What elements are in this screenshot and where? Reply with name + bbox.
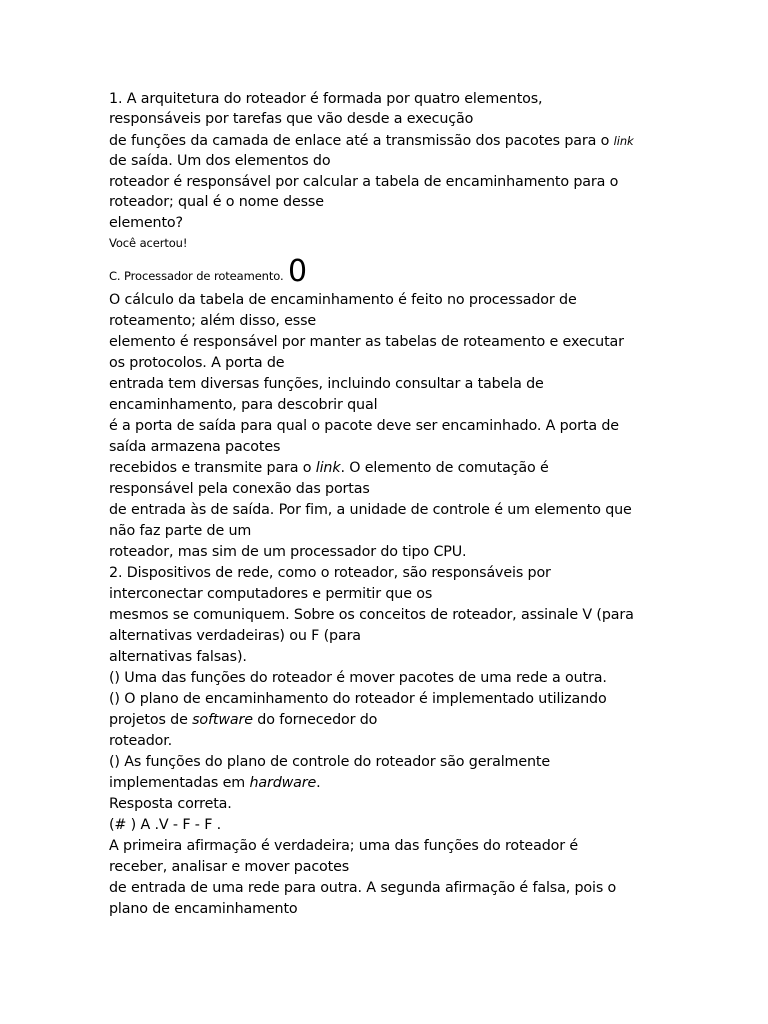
q2-text: projetos de bbox=[109, 712, 193, 728]
q2-option: () Uma das funções do roteador é mover pacotes de uma rede a outra. bbox=[109, 670, 607, 686]
q1-text: de funções da camada de enlace até a transmissão dos pacotes para o bbox=[109, 133, 614, 149]
explanation-line: os protocolos. A porta de bbox=[109, 355, 285, 371]
explanation-line: saída armazena pacotes bbox=[109, 439, 281, 455]
q2-text: implementadas em bbox=[109, 775, 250, 791]
q2-explanation-line: plano de encaminhamento bbox=[109, 901, 298, 917]
q2-line: interconectar computadores e permitir que os bbox=[109, 586, 433, 602]
explanation-text: recebidos e transmite para o bbox=[109, 460, 316, 476]
q2-italic-hardware: hardware bbox=[249, 775, 317, 791]
q2-italic-software: software bbox=[192, 712, 253, 728]
q2-explanation-line: de entrada de uma rede para outra. A segunda afirmação é falsa, pois o bbox=[109, 880, 617, 896]
q2-option: () O plano de encaminhamento do roteador é implementado utilizando bbox=[109, 691, 607, 707]
q2-text: . bbox=[316, 775, 321, 791]
answer-text: C. Processador de roteamento. bbox=[109, 269, 284, 283]
q1-line: roteador; qual é o nome desse bbox=[109, 194, 324, 210]
explanation-line: responsável pela conexão das portas bbox=[109, 481, 370, 497]
q1-line bbox=[109, 131, 634, 151]
explanation-line: é a porta de saída para qual o pacote deve ser encaminhado. A porta de bbox=[109, 418, 619, 434]
answer-line bbox=[109, 254, 307, 291]
q2-explanation-line: receber, analisar e mover pacotes bbox=[109, 859, 350, 875]
q1-line: 1. A arquitetura do roteador é formada por quatro elementos, bbox=[109, 91, 543, 107]
correct-answer-label: Resposta correta. bbox=[109, 796, 232, 812]
explanation-line: elemento é responsável por manter as tabelas de roteamento e executar bbox=[109, 334, 624, 350]
feedback-text: Você acertou! bbox=[109, 236, 188, 250]
explanation-line: entrada tem diversas funções, incluindo consultar a tabela de bbox=[109, 376, 544, 392]
q2-line: alternativas falsas). bbox=[109, 649, 247, 665]
correct-answer-value: (# ) A .V - F - F . bbox=[109, 817, 222, 833]
q1-italic-link: link bbox=[613, 134, 634, 148]
q2-explanation-line: A primeira afirmação é verdadeira; uma das funções do roteador é bbox=[109, 838, 578, 854]
q2-option: () As funções do plano de controle do roteador são geralmente bbox=[109, 754, 550, 770]
explanation-line: roteador, mas sim de um processador do tipo CPU. bbox=[109, 544, 467, 560]
q2-line: alternativas verdadeiras) ou F (para bbox=[109, 628, 361, 644]
explanation-line: O cálculo da tabela de encaminhamento é feito no processador de bbox=[109, 292, 577, 308]
q2-line: roteador. bbox=[109, 733, 173, 749]
q2-line bbox=[109, 710, 377, 730]
q2-text: do fornecedor do bbox=[252, 712, 378, 728]
q1-line: responsáveis por tarefas que vão desde a execução bbox=[109, 111, 474, 127]
q2-line bbox=[109, 773, 321, 793]
explanation-text: . O elemento de comutação é bbox=[340, 460, 549, 476]
q1-line: roteador é responsável por calcular a tabela de encaminhamento para o bbox=[109, 174, 619, 190]
q2-line: 2. Dispositivos de rede, como o roteador, são responsáveis por bbox=[109, 565, 551, 581]
q1-line: elemento? bbox=[109, 215, 183, 231]
explanation-line: roteamento; além disso, esse bbox=[109, 313, 317, 329]
explanation-line: não faz parte de um bbox=[109, 523, 252, 539]
q2-line: mesmos se comuniquem. Sobre os conceitos de roteador, assinale V (para bbox=[109, 607, 634, 623]
explanation-line: encaminhamento, para descobrir qual bbox=[109, 397, 378, 413]
explanation-line bbox=[109, 458, 549, 478]
q1-line: de saída. Um dos elementos do bbox=[109, 153, 331, 169]
explanation-italic-link: link bbox=[315, 460, 341, 476]
explanation-line: de entrada às de saída. Por fim, a unidade de controle é um elemento que bbox=[109, 502, 632, 518]
answer-mark: 0 bbox=[287, 254, 307, 289]
